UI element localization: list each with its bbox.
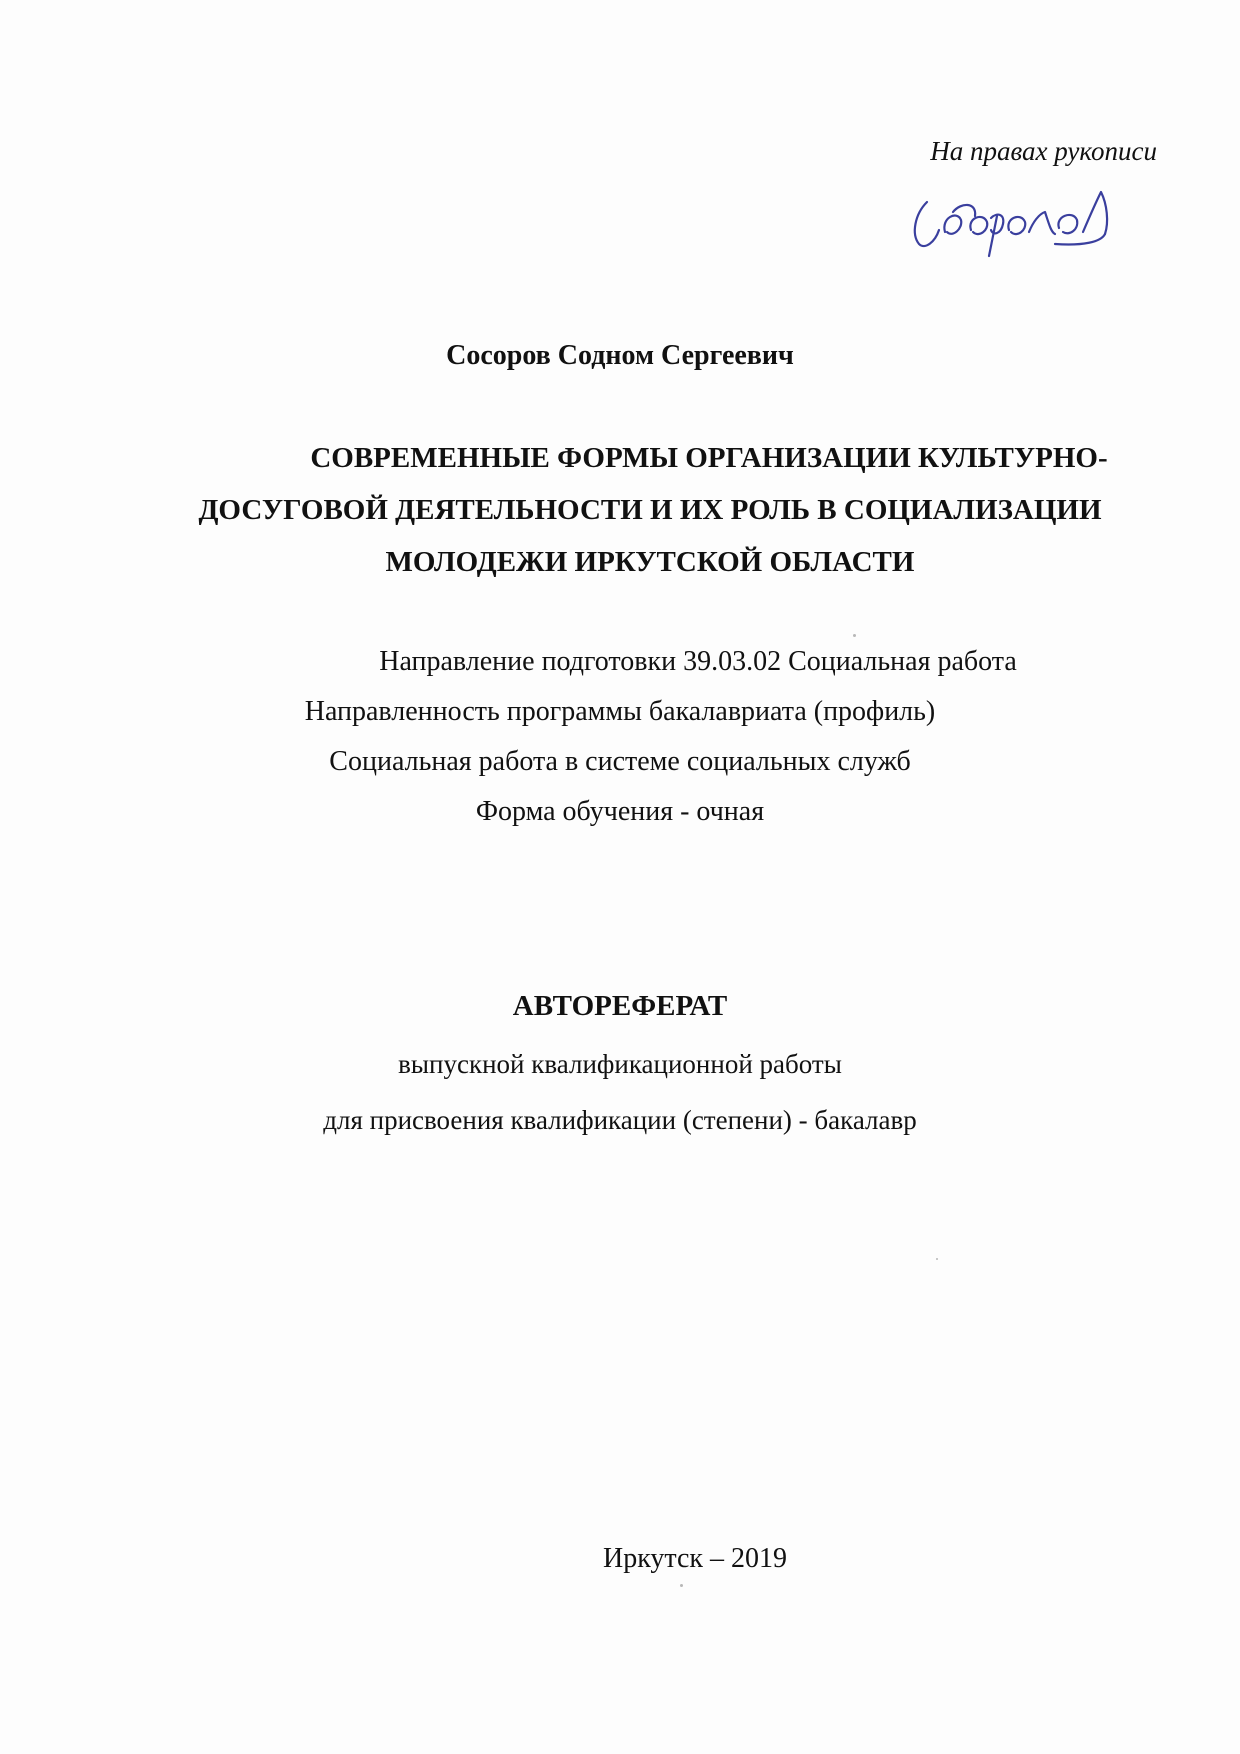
purpose-line: для присвоения квалификации (степени) - бакалавр xyxy=(323,1105,917,1135)
title-line: ДОСУГОВОЙ ДЕЯТЕЛЬНОСТИ И ИХ РОЛЬ В СОЦИАЛИЗАЦИИ xyxy=(198,494,1102,526)
manuscript-rights-note: На правах рукописи xyxy=(930,136,1157,166)
author-name: Сосоров Содном Сергеевич xyxy=(446,340,794,371)
document-type: АВТОРЕФЕРАТ xyxy=(512,990,728,1022)
document-purpose xyxy=(0,1036,1240,1148)
city-and-year: Иркутск – 2019 xyxy=(602,1543,788,1574)
scan-speck xyxy=(680,1584,683,1587)
scan-speck xyxy=(853,634,856,637)
purpose-line: выпускной квалификационной работы xyxy=(398,1049,842,1079)
handwritten-signature xyxy=(905,172,1135,264)
thesis-title xyxy=(150,432,1150,588)
study-direction-block xyxy=(0,637,1240,837)
profile-line: Направленность программы бакалавриата (профиль) xyxy=(304,696,936,727)
profile-name-line: Социальная работа в системе социальных служб xyxy=(329,746,911,777)
scan-speck xyxy=(936,1258,938,1260)
direction-line: Направление подготовки 39.03.02 Социальная работа xyxy=(379,646,1017,677)
study-form-line: Форма обучения - очная xyxy=(475,796,765,827)
title-line: СОВРЕМЕННЫЕ ФОРМЫ ОРГАНИЗАЦИИ КУЛЬТУРНО- xyxy=(310,442,1108,474)
title-line: МОЛОДЕЖИ ИРКУТСКОЙ ОБЛАСТИ xyxy=(385,546,915,578)
